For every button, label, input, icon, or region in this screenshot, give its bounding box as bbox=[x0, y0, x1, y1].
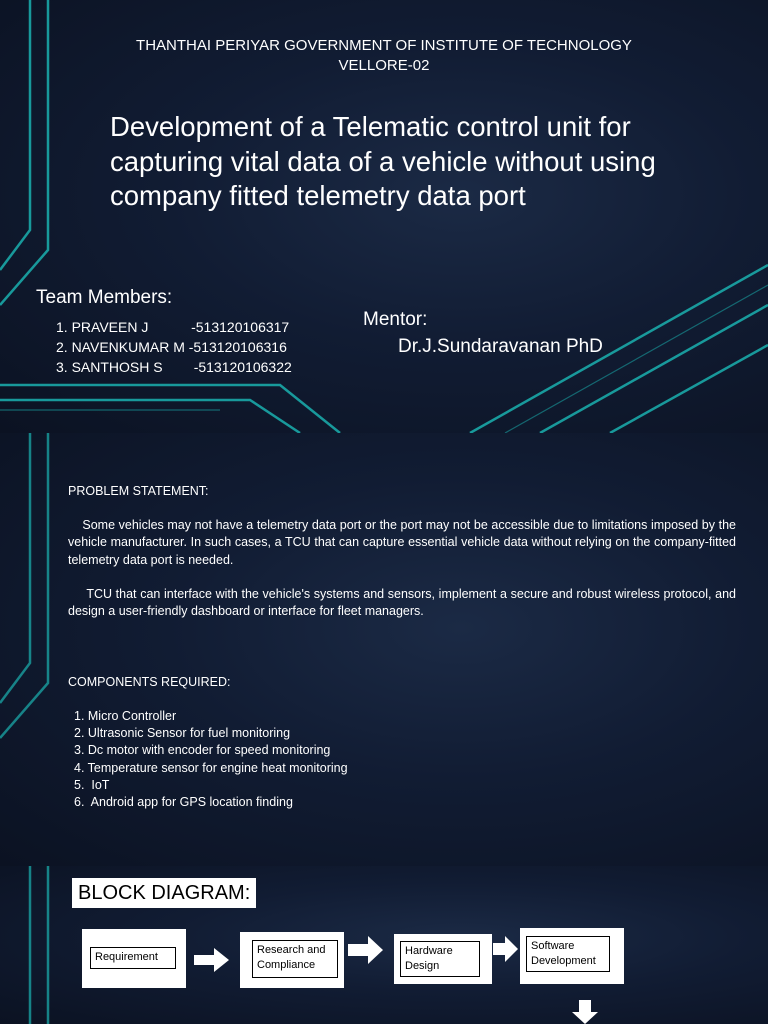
block-software bbox=[520, 928, 624, 984]
block-requirement bbox=[82, 929, 186, 988]
block-label: Hardware Design bbox=[400, 941, 480, 977]
component-item: 1. Micro Controller bbox=[74, 709, 177, 723]
component-item: 4. Temperature sensor for engine heat monitoring bbox=[74, 760, 348, 775]
problem-slide bbox=[0, 433, 768, 866]
member-item: 3. SANTHOSH S -513120106322 bbox=[56, 359, 292, 375]
components-heading: COMPONENTS REQUIRED: bbox=[68, 675, 231, 689]
block-research bbox=[240, 932, 344, 988]
arrow-right-icon bbox=[194, 948, 230, 972]
arrow-down-icon bbox=[572, 1000, 598, 1024]
block-label: Research and Compliance bbox=[252, 940, 338, 978]
member-item: 2. NAVENKUMAR M -513120106316 bbox=[56, 339, 287, 355]
arrow-right-icon bbox=[348, 936, 384, 964]
member-item: 1. PRAVEEN J -513120106317 bbox=[56, 319, 290, 335]
institute-line: THANTHAI PERIYAR GOVERNMENT OF INSTITUTE OF TECHNOLOGY bbox=[136, 37, 632, 54]
block-label: Requirement bbox=[90, 947, 176, 969]
component-item: 3. Dc motor with encoder for speed monitoring bbox=[74, 743, 331, 758]
component-item: 2. Ultrasonic Sensor for fuel monitoring bbox=[74, 726, 291, 741]
block-diagram-heading: BLOCK DIAGRAM: bbox=[72, 878, 256, 908]
block-hardware bbox=[394, 934, 492, 984]
institute-location: VELLORE-02 bbox=[338, 57, 430, 74]
mentor-heading: Mentor: bbox=[363, 309, 428, 330]
title-slide bbox=[0, 0, 768, 433]
problem-heading: PROBLEM STATEMENT: bbox=[68, 484, 209, 498]
problem-paragraph-1: Some vehicles may not have a telemetry data port or the port may not be accessible due to limitations imposed by the vehicle manufacturer. In such cases, a TCU that can capture essential vehicle data without relying on the company-fitted telemetry data port is needed. bbox=[68, 518, 740, 567]
block-label: Software Development bbox=[526, 936, 610, 972]
arrow-right-icon bbox=[493, 936, 519, 962]
component-item: 5. IoT bbox=[74, 777, 110, 792]
team-heading: Team Members: bbox=[36, 287, 173, 308]
institute-name bbox=[0, 36, 768, 76]
problem-paragraph-2: TCU that can interface with the vehicle's systems and sensors, implement a secure and robust wireless protocol, and design a user-friendly dashboard or interface for fleet managers. bbox=[68, 587, 740, 619]
project-title: Development of a Telematic control unit for capturing vital data of a vehicle without using company fitted telemetry data port bbox=[110, 111, 656, 211]
block-diagram-slide bbox=[0, 866, 768, 1024]
member-list bbox=[56, 317, 292, 377]
component-item: 6. Android app for GPS location finding bbox=[74, 795, 293, 810]
mentor-name: Dr.J.Sundaravanan PhD bbox=[398, 336, 603, 357]
components-list bbox=[74, 708, 348, 811]
